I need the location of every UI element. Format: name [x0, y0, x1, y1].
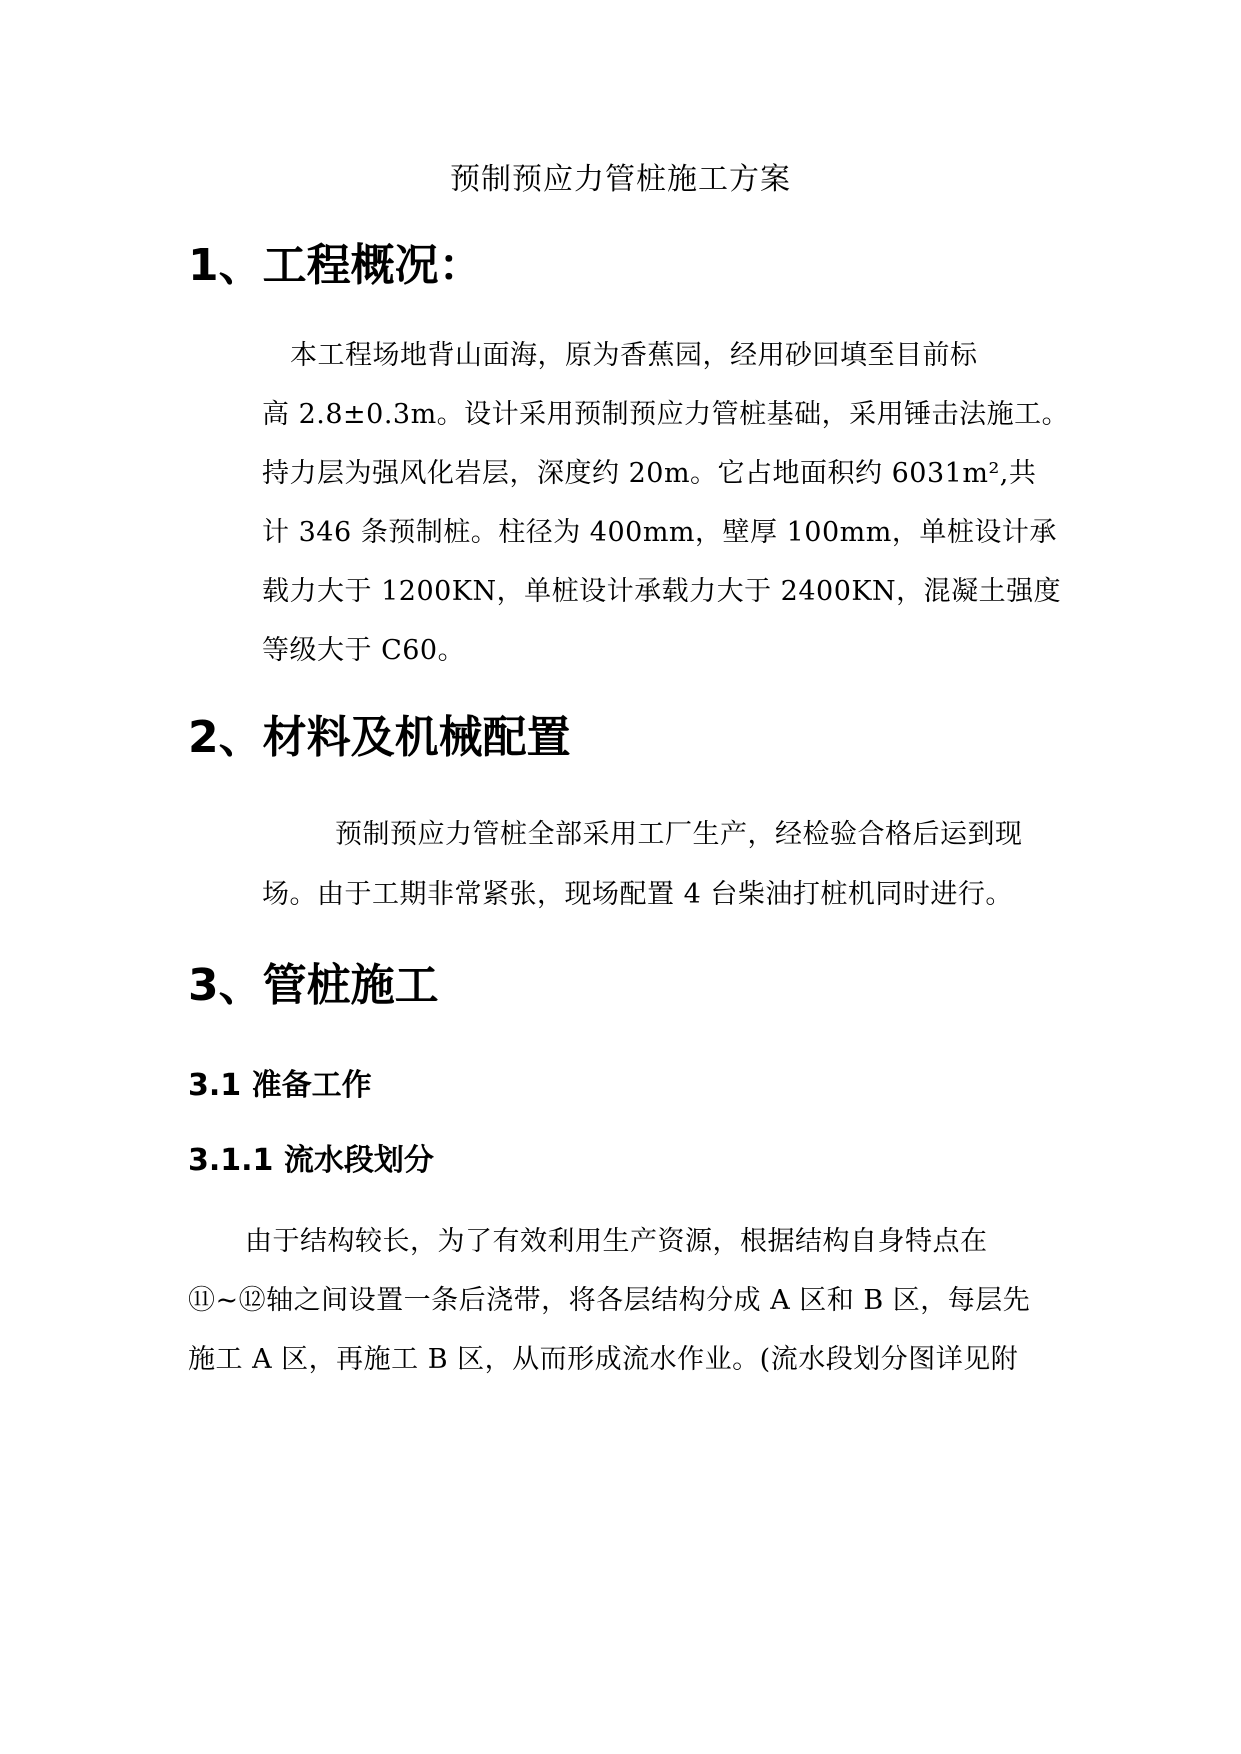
section-2-line: 场。由于工期非常紧张，现场配置 4 台柴油打桩机同时进行。 — [262, 879, 1013, 910]
section-1-line: 等级大于 C60。 — [262, 635, 466, 666]
section-1-line: 载力大于 1200KN，单桩设计承载力大于 2400KN，混凝土强度 — [262, 576, 1062, 607]
section-3-heading: 3、管桩施工 — [188, 960, 439, 1011]
subsection-3-1-heading: 3.1 准备工作 — [188, 1068, 372, 1103]
section-1-line: 高 2.8±0.3m。设计采用预制预应力管桩基础，采用锤击法施工。 — [262, 399, 1070, 430]
section-1-heading: 1、工程概况： — [188, 240, 483, 291]
subsection-3-1-1-heading: 3.1.1 流水段划分 — [188, 1143, 434, 1178]
section-3-line: 施工 A 区，再施工 B 区，从而形成流水作业。(流水段划分图详见附 — [188, 1344, 1019, 1375]
document-title: 预制预应力管桩施工方案 — [450, 162, 791, 197]
section-1-line: 本工程场地背山面海，原为香蕉园，经用砂回填至目前标 — [290, 340, 978, 371]
section-1-line: 持力层为强风化岩层，深度约 20m。它占地面积约 6031m²,共 — [262, 458, 1037, 489]
section-1-line: 计 346 条预制桩。柱径为 400mm，壁厚 100mm，单桩设计承 — [262, 517, 1057, 548]
section-3-line: 由于结构较长，为了有效利用生产资源，根据结构自身特点在 — [245, 1226, 988, 1257]
section-2-line: 预制预应力管桩全部采用工厂生产，经检验合格后运到现 — [335, 819, 1023, 850]
section-2-heading: 2、材料及机械配置 — [188, 712, 571, 763]
section-3-line: ⑪~⑫轴之间设置一条后浇带，将各层结构分成 A 区和 B 区，每层先 — [188, 1285, 1031, 1316]
